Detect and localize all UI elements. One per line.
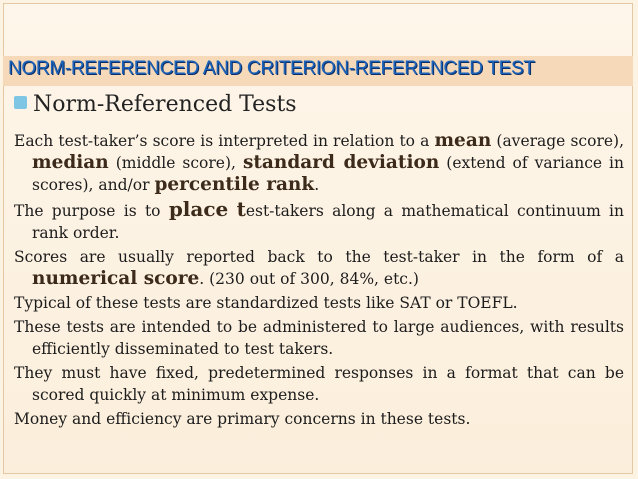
term-standard-deviation: standard deviation: [242, 152, 440, 173]
square-bullet-icon: [14, 96, 27, 109]
paragraph-reporting: [14, 246, 624, 290]
paragraph-purpose: [14, 198, 624, 244]
term-numerical-score: numerical score: [32, 268, 200, 289]
paragraph-scores: [14, 130, 624, 196]
bullet-heading-text: Norm-Referenced Tests: [33, 92, 297, 117]
text-run: .: [314, 176, 320, 194]
term-mean: mean: [434, 130, 492, 151]
paragraph-fixed-responses: They must have fixed, predetermined responses in a format that can be scored quickly at minimum expense.: [14, 364, 624, 404]
bullet-heading: [14, 92, 297, 117]
paragraph-money: Money and efficiency are primary concerns in these tests.: [14, 410, 471, 428]
paragraph-audiences: These tests are intended to be administered to large audiences, with results efficiently disseminated to test takers.: [14, 318, 624, 358]
text-run: (middle score),: [108, 154, 243, 172]
term-t: t: [236, 197, 246, 221]
slide-body: [14, 130, 624, 432]
slide-title: NORM-REFERENCED AND CRITERION-REFERENCED TEST: [8, 58, 535, 79]
term-median: median: [32, 152, 109, 173]
text-run: est-takers along a mathematical continuum in rank order.: [32, 202, 624, 242]
term-percentile-rank: percentile rank: [154, 174, 315, 195]
text-run: (average score),: [491, 132, 624, 150]
text-run: The purpose is to: [14, 202, 169, 220]
text-run: . (230 out of 300, 84%, etc.): [199, 270, 419, 288]
paragraph-typical: Typical of these tests are standardized tests like SAT or TOEFL.: [14, 294, 518, 312]
text-run: (extend of variance in scores), and/or: [32, 154, 624, 194]
text-run: Scores are usually reported back to the test-taker in the form of a: [14, 248, 624, 266]
term-place: place: [168, 197, 229, 221]
text-run: Each test-taker’s score is interpreted in relation to a: [14, 132, 435, 150]
